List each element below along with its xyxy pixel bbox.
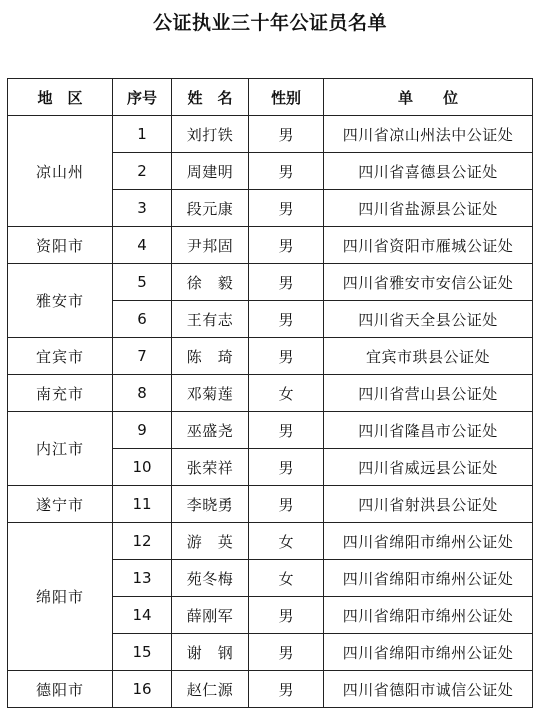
region-cell: 凉山州: [8, 116, 113, 227]
header-number: 序号: [113, 79, 172, 116]
number-cell: 2: [113, 153, 172, 190]
table-row: [8, 486, 533, 523]
header-name: 姓 名: [172, 79, 249, 116]
table-header-row: [8, 79, 533, 116]
unit-cell: 四川省盐源县公证处: [324, 190, 533, 227]
name-cell: 巫盛尧: [172, 412, 249, 449]
gender-cell: 男: [249, 597, 324, 634]
number-cell: 1: [113, 116, 172, 153]
document-title: 公证执业三十年公证员名单: [152, 12, 387, 34]
table-row: [8, 116, 533, 153]
unit-cell: 四川省射洪县公证处: [324, 486, 533, 523]
gender-cell: 男: [249, 634, 324, 671]
unit-cell: 四川省绵阳市绵州公证处: [324, 560, 533, 597]
number-cell: 15: [113, 634, 172, 671]
gender-cell: 男: [249, 227, 324, 264]
region-cell: 雅安市: [8, 264, 113, 338]
unit-cell: 四川省隆昌市公证处: [324, 412, 533, 449]
unit-cell: 四川省雅安市安信公证处: [324, 264, 533, 301]
unit-cell: 宜宾市珙县公证处: [324, 338, 533, 375]
region-cell: 遂宁市: [8, 486, 113, 523]
name-cell: 邓菊莲: [172, 375, 249, 412]
table-row: [8, 671, 533, 708]
gender-cell: 女: [249, 523, 324, 560]
name-cell: 刘打铁: [172, 116, 249, 153]
gender-cell: 男: [249, 486, 324, 523]
gender-cell: 男: [249, 449, 324, 486]
unit-cell: 四川省绵阳市绵州公证处: [324, 523, 533, 560]
name-cell: 薛刚军: [172, 597, 249, 634]
region-cell: 南充市: [8, 375, 113, 412]
name-cell: 苑冬梅: [172, 560, 249, 597]
unit-cell: 四川省威远县公证处: [324, 449, 533, 486]
gender-cell: 男: [249, 412, 324, 449]
number-cell: 13: [113, 560, 172, 597]
table-row: [8, 338, 533, 375]
number-cell: 8: [113, 375, 172, 412]
name-cell: 尹邦固: [172, 227, 249, 264]
name-cell: 游 英: [172, 523, 249, 560]
name-cell: 徐 毅: [172, 264, 249, 301]
gender-cell: 男: [249, 671, 324, 708]
header-gender: 性别: [249, 79, 324, 116]
gender-cell: 男: [249, 338, 324, 375]
region-cell: 宜宾市: [8, 338, 113, 375]
unit-cell: 四川省绵阳市绵州公证处: [324, 597, 533, 634]
name-cell: 周建明: [172, 153, 249, 190]
number-cell: 11: [113, 486, 172, 523]
table-row: [8, 264, 533, 301]
region-cell: 资阳市: [8, 227, 113, 264]
number-cell: 5: [113, 264, 172, 301]
gender-cell: 男: [249, 116, 324, 153]
number-cell: 6: [113, 301, 172, 338]
header-region: 地 区: [8, 79, 113, 116]
gender-cell: 男: [249, 264, 324, 301]
number-cell: 10: [113, 449, 172, 486]
table-row: [8, 412, 533, 449]
unit-cell: 四川省凉山州法中公证处: [324, 116, 533, 153]
number-cell: 3: [113, 190, 172, 227]
number-cell: 14: [113, 597, 172, 634]
name-cell: 段元康: [172, 190, 249, 227]
notary-roster-table: [7, 78, 533, 708]
gender-cell: 男: [249, 301, 324, 338]
unit-cell: 四川省营山县公证处: [324, 375, 533, 412]
unit-cell: 四川省天全县公证处: [324, 301, 533, 338]
gender-cell: 男: [249, 190, 324, 227]
unit-cell: 四川省绵阳市绵州公证处: [324, 634, 533, 671]
gender-cell: 女: [249, 375, 324, 412]
number-cell: 4: [113, 227, 172, 264]
gender-cell: 男: [249, 153, 324, 190]
unit-cell: 四川省喜德县公证处: [324, 153, 533, 190]
table-row: [8, 523, 533, 560]
number-cell: 12: [113, 523, 172, 560]
header-unit: 单 位: [324, 79, 533, 116]
number-cell: 16: [113, 671, 172, 708]
number-cell: 9: [113, 412, 172, 449]
name-cell: 赵仁源: [172, 671, 249, 708]
name-cell: 陈 琦: [172, 338, 249, 375]
table-body: [8, 116, 533, 708]
unit-cell: 四川省资阳市雁城公证处: [324, 227, 533, 264]
region-cell: 绵阳市: [8, 523, 113, 671]
region-cell: 德阳市: [8, 671, 113, 708]
number-cell: 7: [113, 338, 172, 375]
table-row: [8, 375, 533, 412]
region-cell: 内江市: [8, 412, 113, 486]
name-cell: 李晓勇: [172, 486, 249, 523]
name-cell: 张荣祥: [172, 449, 249, 486]
name-cell: 谢 钢: [172, 634, 249, 671]
name-cell: 王有志: [172, 301, 249, 338]
gender-cell: 女: [249, 560, 324, 597]
table-row: [8, 227, 533, 264]
unit-cell: 四川省德阳市诚信公证处: [324, 671, 533, 708]
